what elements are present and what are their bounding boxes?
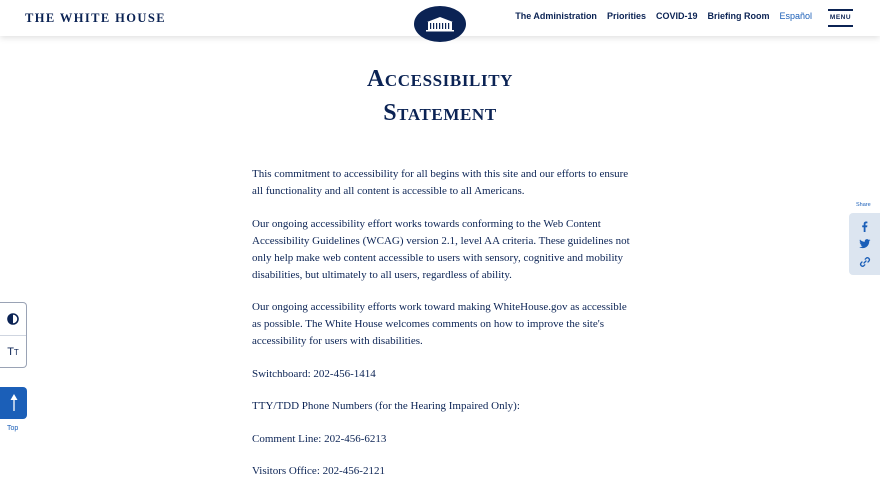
back-to-top-button[interactable] xyxy=(0,387,27,419)
share-label: Share xyxy=(856,202,871,208)
share-copy-link-button[interactable] xyxy=(855,253,875,271)
text-size-button[interactable] xyxy=(0,335,26,367)
page-title xyxy=(240,62,640,130)
accessibility-tools xyxy=(0,302,27,368)
visitors-office-line: Visitors Office: 202-456-2121 xyxy=(252,465,385,477)
menu-button[interactable]: MENU xyxy=(828,9,853,27)
page-title-line-2: Statement xyxy=(383,100,497,126)
contrast-toggle-button[interactable] xyxy=(0,303,26,335)
link-icon xyxy=(859,256,871,268)
tty-tdd-heading: TTY/TDD Phone Numbers (for the Hearing Impaired Only): xyxy=(252,400,520,412)
nav-link-covid19[interactable]: COVID-19 xyxy=(655,11,698,21)
main-nav xyxy=(515,11,812,21)
comment-line: Comment Line: 202-456-6213 xyxy=(252,432,387,445)
statement-body xyxy=(252,166,637,496)
nav-link-priorities[interactable]: Priorities xyxy=(606,11,646,21)
back-to-top-label: Top xyxy=(7,425,19,432)
paragraph-commitment: This commitment to accessibility for all begins with this site and our efforts to ensure all functionality and all content is accessible to all Americans. xyxy=(252,168,629,197)
white-house-seal-logo[interactable] xyxy=(414,6,466,42)
paragraph-efforts: Our ongoing accessibility efforts work toward making WhiteHouse.gov as accessible as possible. The White House welcomes comments on how to improve the site's accessibility for users with disabilities. xyxy=(252,301,627,347)
nav-link-briefing-room[interactable]: Briefing Room xyxy=(707,11,770,21)
paragraph-wcag: Our ongoing accessibility effort works towards conforming to the Web Content Accessibility Guidelines (WCAG) version 2.1, level AA criteria. These guidelines not only help make web content accessible to users with sensory, cognitive and mobility disabilities, but ultimately to all users, regardless of ability. xyxy=(252,217,630,281)
contrast-icon xyxy=(7,313,19,325)
arrow-up-icon xyxy=(10,394,18,412)
site-title-link[interactable]: THE WHITE HOUSE xyxy=(25,11,166,25)
nav-link-espanol[interactable]: Español xyxy=(779,11,812,21)
page-title-line-1: Accessibility xyxy=(366,66,514,92)
switchboard-line: Switchboard: 202-456-1414 xyxy=(252,367,376,380)
share-bar xyxy=(849,213,880,275)
text-size-icon: TT xyxy=(7,345,19,358)
white-house-building-icon xyxy=(423,15,457,33)
share-twitter-button[interactable] xyxy=(855,235,875,253)
twitter-icon xyxy=(859,239,871,249)
nav-link-administration[interactable]: The Administration xyxy=(515,11,597,21)
share-facebook-button[interactable] xyxy=(855,217,875,235)
facebook-icon xyxy=(861,221,868,232)
